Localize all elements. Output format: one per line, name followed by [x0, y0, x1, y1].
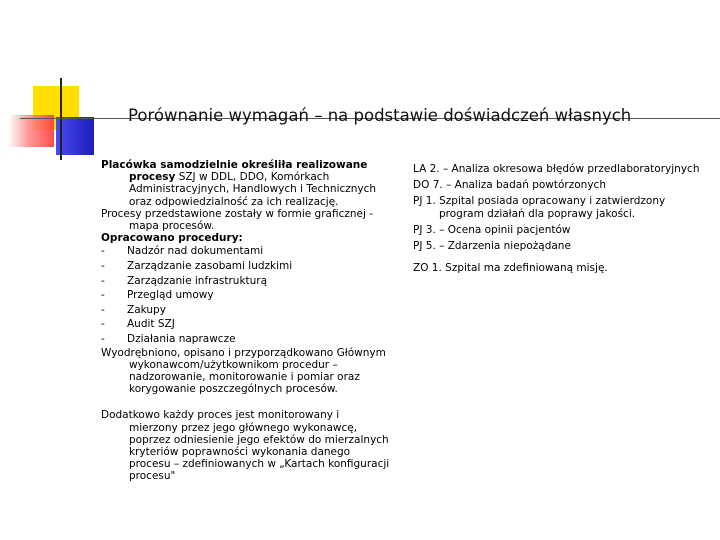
list-item: - Przegląd umowy: [101, 289, 214, 302]
left-column: [101, 159, 391, 483]
dash-bullet: -: [101, 332, 105, 345]
intro-rest-text: SZJ w DDL, DDO, Komórkach Administracyjnych, Handlowych i Technicznych oraz odpowiedzialność za ich realizację.: [129, 171, 377, 208]
intro-bold-text: Placówka samodzielnie określiła realizowane procesy: [101, 159, 368, 184]
list-item: - Zarządzanie infrastrukturą: [101, 274, 268, 287]
assigned-paragraph: Wyodrębniono, opisano i przyporządkowano Głównym wykonawcom/użytkownikom procedur – nadzorowanie, monitorowanie i pomiar oraz korygowanie poszczególnych procesów.: [101, 346, 386, 396]
list-item: - Nadzór nad dokumentami: [101, 245, 264, 258]
list-item: - Zarządzanie zasobami ludzkimi: [101, 260, 293, 273]
procedures-list: [101, 244, 391, 346]
dash-bullet: -: [101, 289, 105, 302]
requirement-item-last: ZO 1. Szpital ma zdefiniowaną misję.: [413, 262, 608, 275]
dash-bullet: -: [101, 274, 105, 287]
dash-bullet: -: [101, 260, 105, 273]
presented-paragraph: Procesy przedstawione zostały w formie graficznej - mapa procesów.: [101, 207, 374, 233]
list-item: - Działania naprawcze: [101, 332, 236, 345]
requirement-item: PJ 3. – Ocena opinii pacjentów: [413, 223, 571, 236]
requirement-item: PJ 1. Szpital posiada opracowany i zatwierdzony program działań dla poprawy jakości.: [413, 195, 666, 220]
dash-bullet: -: [101, 303, 105, 316]
requirement-item: DO 7. – Analiza badań powtórzonych: [413, 179, 606, 192]
decor-red-square: [8, 115, 54, 147]
procedures-heading: Opracowano procedury:: [101, 232, 243, 245]
dash-bullet: -: [101, 245, 105, 258]
right-column: [413, 163, 703, 278]
monitoring-paragraph: Dodatkowo każdy proces jest monitorowany i mierzony przez jego głównego wykonawcę, poprzez odniesienie jego efektów do mierzalnych kryteriów poprawności wykonania danego procesu – zdefiniowanych w „Kartach konfiguracji procesu": [101, 409, 390, 483]
dash-bullet: -: [101, 318, 105, 331]
list-item: - Zakupy: [101, 303, 166, 316]
requirement-item: LA 2. – Analiza okresowa błędów przedlaboratoryjnych: [413, 163, 700, 175]
requirement-item: PJ 5. – Zdarzenia niepożądane: [413, 240, 571, 253]
decor-blue-square: [56, 117, 94, 155]
intro-paragraph: [101, 159, 391, 208]
slide-title: Porównanie wymagań – na podstawie doświadczeń własnych: [128, 106, 632, 125]
list-item: - Audit SZJ: [101, 318, 175, 331]
